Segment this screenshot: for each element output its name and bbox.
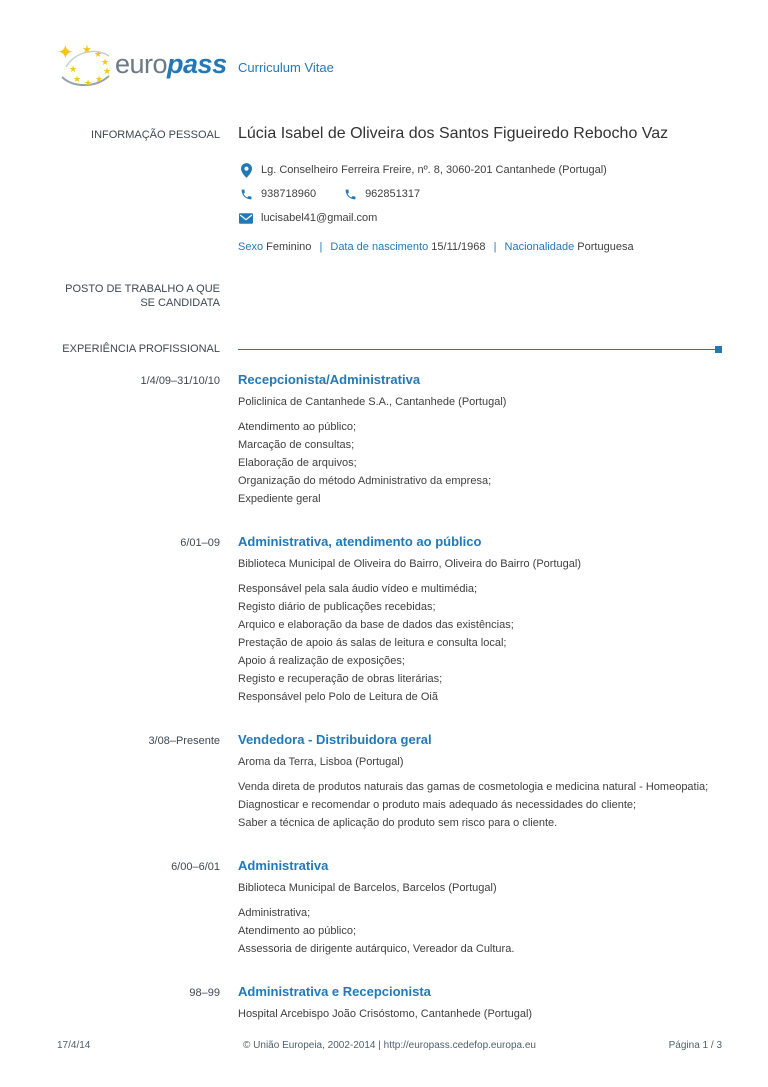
duty-list [238, 580, 722, 706]
personal-meta-line [238, 240, 722, 254]
duty-line: Apoio á realização de exposições; [238, 655, 405, 667]
email-envelope-icon [238, 213, 254, 224]
job-title: Administrativa, atendimento ao público [238, 534, 482, 549]
duty-line: Prestação de apoio ás salas de leitura e consulta local; [238, 637, 507, 649]
duty-line: Venda direta de produtos naturais das gamas de cosmetologia e medicina natural - Homeopatia; [238, 781, 709, 793]
wordmark-pass: pass [167, 48, 227, 79]
divider-square [715, 346, 722, 353]
svg-text:★: ★ [101, 57, 110, 67]
duty-list [238, 778, 722, 832]
entry-dates: 98–99 [189, 987, 220, 999]
duty-line: Administrativa; [238, 907, 311, 919]
experience-entry [57, 984, 722, 1022]
duty-line: Arquico e elaboração da base de dados das existências; [238, 619, 514, 631]
entry-dates: 6/00–6/01 [171, 861, 220, 873]
duty-line: Atendimento ao público; [238, 925, 357, 937]
duty-list [238, 418, 722, 508]
employer: Biblioteca Municipal de Barcelos, Barcelos (Portugal) [238, 882, 497, 894]
entry-dates: 3/08–Presente [148, 735, 220, 747]
duty-line: Responsável pela sala áudio vídeo e multimédia; [238, 583, 478, 595]
duty-list [238, 904, 722, 958]
sexo-value: Feminino [266, 241, 312, 253]
duty-line: Organização do método Administrativo da empresa; [238, 475, 492, 487]
location-pin-icon [238, 163, 254, 178]
employer: Biblioteca Municipal de Oliveira do Bairro, Oliveira do Bairro (Portugal) [238, 558, 581, 570]
duty-line: Marcação de consultas; [238, 439, 355, 451]
svg-text:★: ★ [69, 64, 78, 74]
svg-text:✦: ✦ [57, 42, 74, 64]
footer-date: 17/4/14 [57, 1040, 91, 1051]
duty-line: Responsável pelo Polo de Leitura de Oiã [238, 691, 438, 703]
section-divider [238, 349, 722, 350]
phone-entry [238, 186, 316, 202]
desired-position-content [238, 282, 722, 316]
section-label-personal-info: INFORMAÇÃO PESSOAL [91, 129, 220, 141]
entry-dates: 6/01–09 [180, 537, 220, 549]
job-title: Recepcionista/Administrativa [238, 372, 421, 387]
experience-entries [57, 372, 722, 1022]
footer-copyright: © União Europeia, 2002-2014 | http://europass.cedefop.europa.eu [243, 1040, 536, 1051]
page-footer [57, 1040, 722, 1051]
svg-text:★: ★ [95, 74, 104, 84]
address-text: Lg. Conselheiro Ferreira Freire, nº. 8, 3060-201 Cantanhede (Portugal) [261, 164, 607, 176]
svg-text:★: ★ [103, 66, 112, 76]
phone-entry [342, 186, 420, 202]
section-label-desired-position: POSTO DE TRABALHO A QUE SE CANDIDATA [65, 283, 220, 309]
employer: Aroma da Terra, Lisboa (Portugal) [238, 756, 404, 768]
header [57, 40, 722, 88]
document-type-title: Curriculum Vitae [238, 59, 334, 75]
duty-line: Atendimento ao público; [238, 421, 357, 433]
personal-info-section [57, 124, 722, 254]
experience-entry [57, 372, 722, 508]
europass-logo [57, 40, 227, 88]
separator: | [319, 241, 323, 253]
europass-wordmark [115, 49, 227, 80]
duty-line: Expediente geral [238, 493, 321, 505]
wordmark-euro: euro [115, 48, 168, 79]
phone-number: 938718960 [261, 188, 317, 200]
sexo-label: Sexo [238, 241, 264, 253]
duty-line: Diagnosticar e recomendar o produto mais adequado ás necessidades do cliente; [238, 799, 637, 811]
separator: | [493, 241, 497, 253]
address-row [238, 162, 722, 178]
email-row [238, 210, 722, 226]
job-title: Administrativa e Recepcionista [238, 984, 431, 999]
person-name: Lúcia Isabel de Oliveira dos Santos Figueiredo Rebocho Vaz [238, 125, 669, 142]
email-address: lucisabel41@gmail.com [261, 212, 378, 224]
section-label-experience: EXPERIÊNCIA PROFISSIONAL [62, 343, 220, 355]
footer-page-number: Página 1 / 3 [668, 1040, 722, 1051]
svg-text:★: ★ [82, 44, 92, 56]
employer: Hospital Arcebispo João Crisóstomo, Cantanhede (Portugal) [238, 1008, 533, 1020]
desired-position-section [57, 282, 722, 316]
experience-entry [57, 858, 722, 958]
star-figure-icon [57, 40, 113, 88]
entry-dates: 1/4/09–31/10/10 [140, 375, 220, 387]
duty-line: Saber a técnica de aplicação do produto sem risco para o cliente. [238, 817, 558, 829]
duty-line: Assessoria de dirigente autárquico, Vereador da Cultura. [238, 943, 515, 955]
svg-text:★: ★ [94, 49, 103, 59]
birthdate-value: 15/11/1968 [431, 241, 486, 253]
phone-icon [342, 188, 358, 201]
job-title: Vendedora - Distribuidora geral [238, 732, 432, 747]
phone-row [238, 186, 722, 202]
nationality-value: Portuguesa [577, 241, 634, 253]
duty-line: Registo diário de publicações recebidas; [238, 601, 436, 613]
birthdate-label: Data de nascimento [330, 241, 429, 253]
svg-text:★: ★ [73, 74, 82, 84]
employer: Policlinica de Cantanhede S.A., Cantanhede (Portugal) [238, 396, 507, 408]
phone-number: 962851317 [365, 188, 421, 200]
svg-text:★: ★ [84, 78, 93, 88]
duty-line: Registo e recuperação de obras literárias; [238, 673, 443, 685]
experience-entry [57, 534, 722, 706]
job-title: Administrativa [238, 858, 329, 873]
nationality-label: Nacionalidade [504, 241, 575, 253]
phone-icon [238, 188, 254, 201]
experience-section-header [57, 342, 722, 356]
duty-line: Elaboração de arquivos; [238, 457, 357, 469]
experience-entry [57, 732, 722, 832]
